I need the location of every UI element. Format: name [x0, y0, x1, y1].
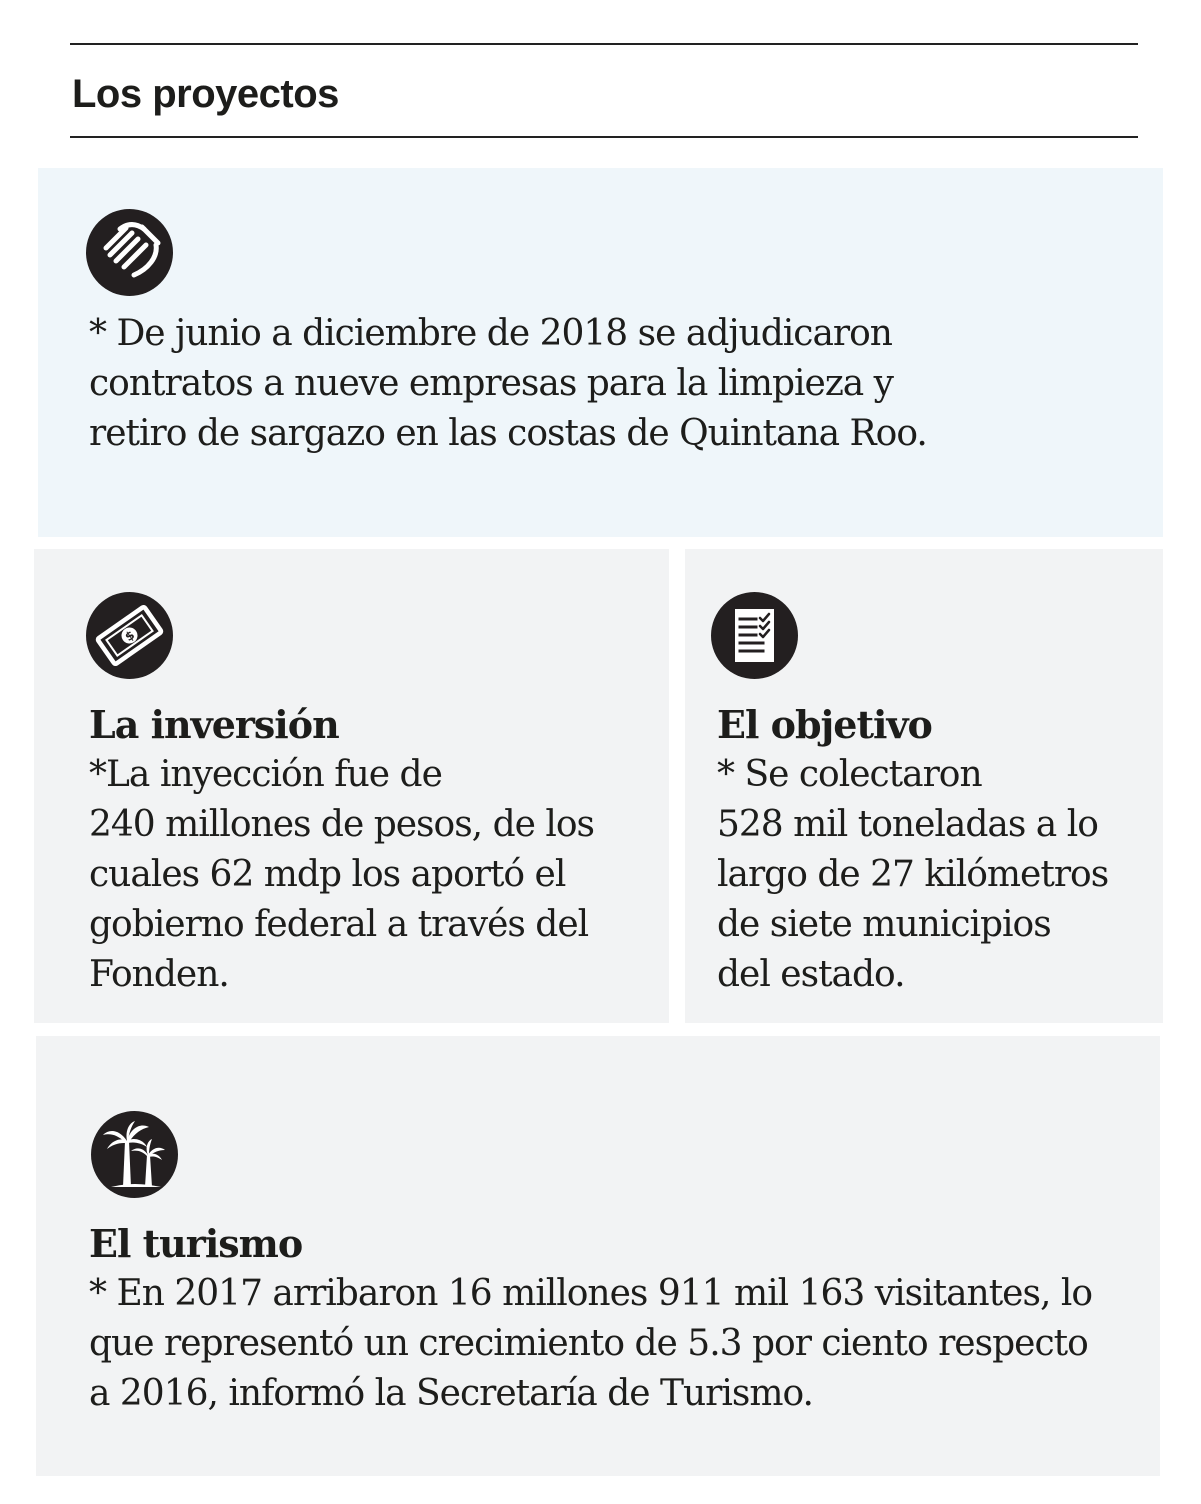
svg-text:$: $	[122, 627, 138, 645]
text-line: * De junio a diciembre de 2018 se adjudicaron	[89, 313, 892, 354]
text-line: *La inyección fue de	[89, 754, 442, 795]
top-rule	[70, 43, 1138, 45]
text-line: largo de 27 kilómetros	[717, 854, 1109, 895]
text-line: de siete municipios	[717, 904, 1051, 945]
section-title: Los proyectos	[72, 72, 339, 116]
objetivo-text	[717, 750, 1108, 1000]
objetivo-heading: El objetivo	[717, 702, 932, 747]
inversion-text	[89, 750, 594, 1000]
text-line: * En 2017 arribaron 16 millones 911 mil 163 visitantes, lo	[89, 1273, 1093, 1314]
text-line: del estado.	[717, 954, 905, 995]
palm-trees-icon	[91, 1111, 178, 1198]
bottom-rule	[70, 136, 1138, 138]
text-line: gobierno federal a través del	[89, 904, 589, 945]
turismo-card	[36, 1036, 1160, 1476]
text-line: retiro de sargazo en las costas de Quintana Roo.	[89, 413, 927, 454]
checklist-icon	[711, 592, 798, 679]
text-line: Fonden.	[89, 954, 229, 995]
text-line: cuales 62 mdp los aportó el	[89, 854, 566, 895]
objetivo-card	[685, 549, 1163, 1023]
text-line: 240 millones de pesos, de los	[89, 804, 595, 845]
turismo-text	[89, 1269, 1092, 1419]
turismo-heading: El turismo	[89, 1221, 303, 1266]
inversion-card	[34, 549, 669, 1023]
text-line: * Se colectaron	[717, 754, 982, 795]
hand-icon	[86, 209, 173, 296]
intro-card	[38, 168, 1163, 537]
intro-text	[89, 309, 927, 459]
text-line: contratos a nueve empresas para la limpieza y	[89, 363, 894, 404]
text-line: a 2016, informó la Secretaría de Turismo.	[89, 1373, 813, 1414]
inversion-heading: La inversión	[89, 702, 339, 747]
text-line: que representó un crecimiento de 5.3 por ciento respecto	[89, 1323, 1088, 1364]
text-line: 528 mil toneladas a lo	[717, 804, 1098, 845]
money-bill-icon	[86, 592, 173, 679]
